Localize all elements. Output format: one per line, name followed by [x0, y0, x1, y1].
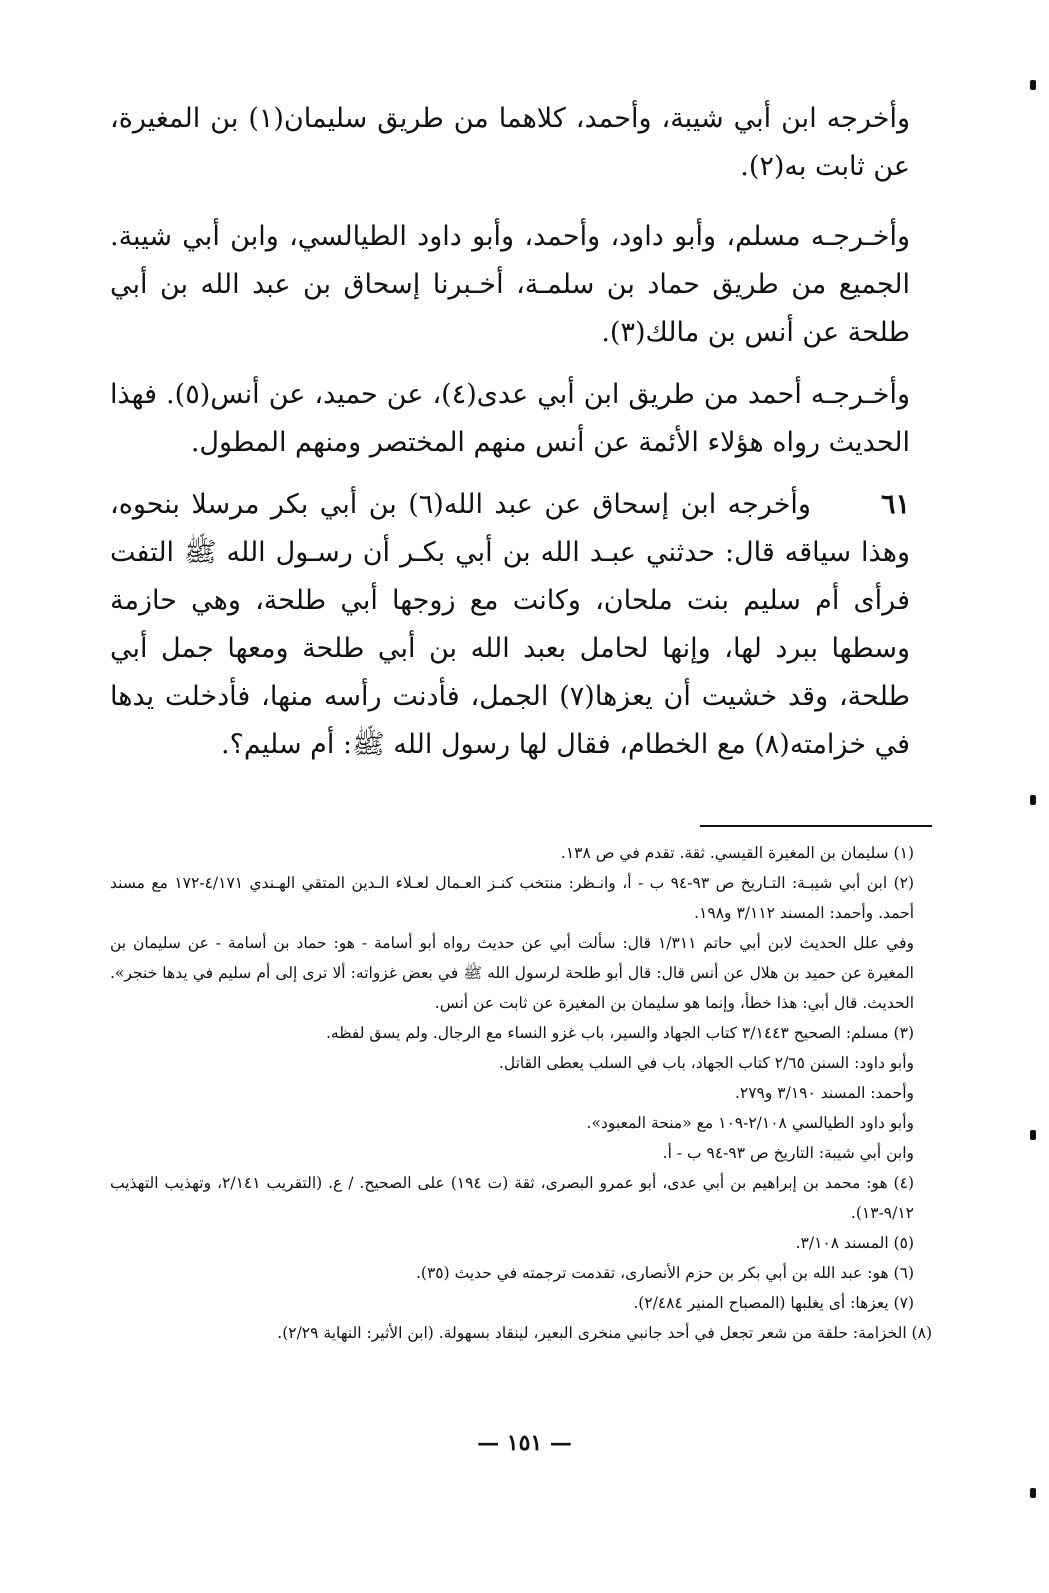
- scan-mark: [1030, 1130, 1036, 1140]
- footnote: (٣) مسلم: الصحيح ٣/١٤٤٣ كتاب الجهاد والسير، باب غزو النساء مع الرجال. ولم يسق لفظه.: [325, 1024, 914, 1042]
- main-text: [110, 95, 910, 783]
- footnote: وابن أبي شيبة: التاريخ ص ٩٣-٩٤ ب - أ.: [662, 1144, 914, 1162]
- hadith-paragraph: [110, 481, 910, 769]
- footnote: (١) سليمان بن المغيرة القيسي. ثقة. تقدم في ص ١٣٨.: [560, 844, 914, 862]
- footnotes: [110, 838, 932, 1348]
- footnote: وأبو داود الطيالسي ٢/١٠٨-١٠٩ مع «منحة المعبود».: [586, 1114, 914, 1132]
- footnote: وأحمد: المسند ٣/١٩٠ و٢٧٩.: [734, 1084, 914, 1102]
- footnote: (٤) هو: محمد بن إبراهيم بن أبي عدى، أبو عمرو البصرى، ثقة (ت ١٩٤) على الصحيح. / ع. (التقريب ٢/١٤١، وتهذيب التهذيب ٩/١٢-١٣).: [110, 1174, 914, 1222]
- footnote: وفي علل الحديث لابن أبي حاتم ١/٣١١ قال: سألت أبي عن حديث رواه أبو أسامة - هو: حماد بن أسامة - عن سليمان بن المغيرة عن حميد بن هلال عن أنس قال: قال أبو طلحة لرسول الله ﷺ في بعض غزواته: ألا ترى إلى أم سليم في يدها خنجر». الحديث. قال أبي: هذا خطأ، وإنما هو سليمان بن المغيرة عن ثابت عن أنس.: [110, 934, 914, 1012]
- footnote: وأبو داود: السنن ٢/٦٥ كتاب الجهاد، باب في السلب يعطى القاتل.: [498, 1054, 914, 1072]
- footnote: (٢) ابن أبي شيبـة: التـاريخ ص ٩٣-٩٤ ب - أ، وانـظر: منتخب كنـز العـمال لعـلاء الـدين المتقي الهـندي ٤/١٧١-١٧٢ مع مسند أحمد. وأحمد: المسند ٣/١١٢ و١٩٨.: [110, 874, 915, 922]
- footnote-separator: [700, 825, 932, 827]
- paragraph-3: وأخـرجـه أحمد من طريق ابن أبي عدى(٤)، عن حميد، عن أنس(٥). فهذا الحديث رواه هؤلاء الأئمة عن أنس منهم المختصر ومنهم المطول.: [110, 379, 910, 458]
- paragraph-1: وأخرجه ابن أبي شيبة، وأحمد، كلاهما من طريق سليمان(١) بن المغيرة، عن ثابت به(٢).: [110, 103, 910, 182]
- footnote: (٨) الخزامة: حلقة من شعر تجعل في أحد جانبي منخرى البعير، لينقاد بسهولة. (ابن الأثير: النهاية ٢/٢٩).: [277, 1324, 932, 1342]
- footnote: (٦) هو: عبد الله بن أبي بكر بن حزم الأنصارى، تقدمت ترجمته في حديث (٣٥).: [416, 1264, 914, 1282]
- footnote: (٧) يعزها: أى يغلبها (المصباح المنير ٢/٤٨٤).: [633, 1294, 914, 1312]
- paragraph-2: وأخـرجـه مسلم، وأبو داود، وأحمد، وأبو داود الطيالسي، وابن أبي شيبة. الجميع من طريق حماد بن سلمـة، أخـبرنا إسحاق بن عبد الله بن أبي طلحة عن أنس بن مالك(٣).: [110, 221, 910, 348]
- scan-mark: [1030, 80, 1036, 90]
- page-number: — ١٥١ —: [477, 1430, 572, 1456]
- hadith-number: ٦١: [880, 489, 910, 520]
- footnote: (٥) المسند ٣/١٠٨.: [795, 1234, 914, 1252]
- scan-mark: [1030, 1488, 1036, 1498]
- scan-mark: [1030, 795, 1036, 805]
- hadith-text: وأخرجه ابن إسحاق عن عبد الله(٦) بن أبي بكر مرسلا بنحوه، وهذا سياقه قال: حدثني عبـد الله بن أبي بكـر أن رسـول الله ﷺ التفت فرأى أم سليم بنت ملحان، وكانت مع زوجها أبي طلحة، وهي حازمة وسطها ببرد لها، وإنها لحامل بعبد الله بن أبي طلحة ومعها جمل أبي طلحة، وقد خشيت أن يعزها(٧) الجمل، فأدنت رأسه منها، فأدخلت يدها في خزامته(٨) مع الخطام، فقال لها رسول الله ﷺ: أم سليم؟.: [110, 489, 910, 760]
